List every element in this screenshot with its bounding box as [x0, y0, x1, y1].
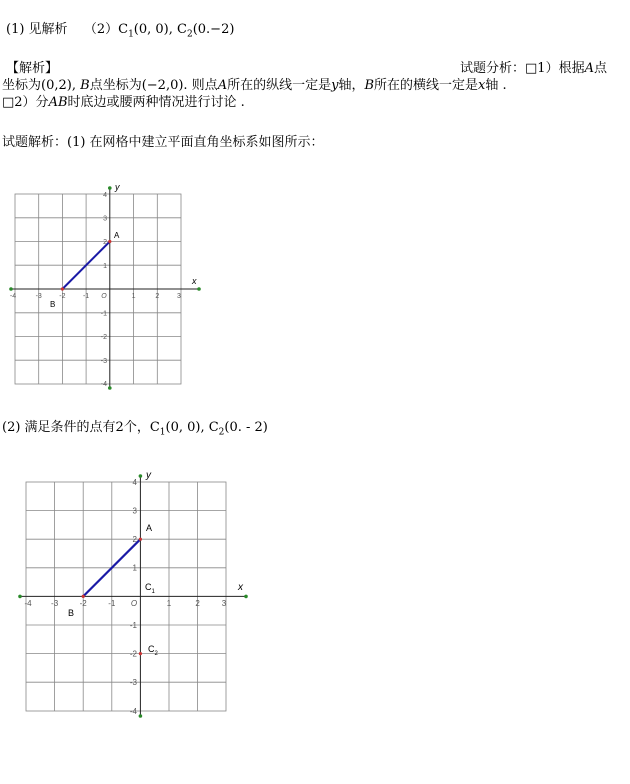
graph1-y-tick: 3	[103, 215, 107, 223]
part2-prefix: (2) 满足条件的点有2个，C	[2, 420, 160, 435]
graph1-x-tick: 1	[131, 293, 136, 300]
graph2-y-tick: 4	[132, 478, 137, 487]
graph1-y-ticks	[101, 192, 107, 388]
coordinate-graph-1	[0, 176, 215, 394]
part2-text	[2, 420, 268, 441]
graph1-label-a: A	[114, 231, 120, 240]
analysis-y-var: y	[331, 78, 339, 93]
graph2-x-tick: -3	[51, 599, 59, 608]
analysis-point1-label: □1）根据	[525, 61, 585, 76]
graph2-y-pos-end	[139, 474, 143, 478]
analysis-ab-var: AB	[48, 95, 68, 110]
analysis-line3-b: 时底边或腰两种情况进行讨论 .	[67, 95, 245, 110]
analysis-point1	[460, 61, 607, 77]
analysis-line2-b: 点坐标为	[89, 78, 142, 93]
graph2-x-pos-end	[244, 595, 248, 599]
answer-line	[6, 22, 234, 43]
graph2-label-c1: $C_1$	[145, 582, 155, 595]
graph2-y-ticks	[130, 478, 138, 716]
graph1-origin-label: O	[101, 293, 107, 300]
graph1-y-tick: 2	[103, 239, 107, 247]
graph2-y-tick: -2	[129, 649, 137, 659]
analysis-line2	[2, 78, 507, 94]
graph2-x-neg-end	[18, 595, 22, 599]
graph1-y-tick: -4	[100, 381, 107, 388]
analysis-a-var: A	[584, 61, 594, 76]
graph2-y-tick: 1	[132, 563, 137, 573]
analysis-line2-a: 坐标为	[2, 78, 42, 93]
graph2-x-tick: 3	[221, 599, 227, 608]
graph2-y-neg-end	[139, 714, 143, 718]
graph1-x-neg-end	[9, 287, 13, 291]
analysis-a-var-2: A	[217, 78, 228, 93]
analysis-header: 【解析】	[6, 61, 59, 76]
part2-c2-subscript: 2	[218, 427, 225, 438]
graph1-y-tick: 4	[103, 192, 107, 199]
part2-mid: (0, 0), C	[165, 420, 219, 435]
graph2-x-tick: -4	[24, 599, 32, 608]
graph1-y-tick: -2	[100, 334, 107, 342]
graph1-x-tick: 2	[155, 293, 160, 300]
part2-suffix: (0. - 2)	[224, 420, 268, 435]
graph1-x-tick: -1	[82, 293, 90, 300]
graph2-x-tick: 1	[166, 599, 172, 608]
coordinate-graph-2	[12, 462, 252, 720]
answer-c2-coord: (0.−2)	[192, 22, 235, 37]
graph1-point-b	[61, 287, 64, 290]
analysis-b-var-2: B	[364, 78, 375, 93]
graph1-x-ticks	[10, 293, 181, 300]
graph2-label-c2: $C_2$	[148, 644, 158, 657]
graph2-y-tick: 2	[132, 535, 137, 544]
analysis-comma: ,	[71, 78, 76, 93]
analysis-x-var: x	[478, 78, 486, 93]
graph1-point-a	[108, 240, 111, 243]
analysis-coord-a: (0,2)	[41, 78, 72, 93]
analysis-zhou: 轴，	[338, 78, 365, 93]
graph1-x-tick: -3	[35, 293, 42, 300]
graph2-label-a: A	[146, 523, 153, 533]
graph1-x-axis-label: x	[192, 276, 197, 286]
answer-c1-subscript: 1	[128, 29, 134, 40]
graph1-x-tick: -2	[59, 293, 66, 300]
graph1-y-tick: -1	[100, 310, 107, 318]
graph2-x-tick: 2	[195, 599, 200, 608]
analysis-line2-c: . 则点	[183, 78, 218, 93]
graph1-x-pos-end	[197, 287, 201, 291]
graph2-point-a	[139, 538, 142, 541]
analysis-line2-d: 所在的纵线一定是	[227, 78, 332, 93]
graph2-point-b	[82, 595, 85, 598]
analysis-line3	[2, 95, 245, 111]
graph1-y-tick: -3	[100, 358, 107, 365]
answer-c1-coord: (0, 0), C	[133, 22, 187, 37]
graph1-y-neg-end	[108, 386, 112, 390]
analysis-b-var: B	[80, 78, 90, 93]
graph2-y-tick: -3	[129, 678, 137, 687]
graph2-y-tick: -4	[129, 707, 137, 716]
part2-c1-subscript: 1	[159, 427, 166, 438]
solution-text: 试题解析：(1) 在网格中建立平面直角坐标系如图所示：	[2, 135, 324, 150]
graph2-y-tick: 3	[132, 506, 137, 516]
graph2-x-tick: -1	[108, 599, 116, 608]
graph1-y-pos-end	[108, 186, 112, 190]
graph1-y-tick: 1	[103, 263, 107, 270]
graph1-x-tick: -4	[9, 293, 17, 300]
graph2-y-tick: -1	[129, 621, 137, 630]
answer-part2-prefix: （2）C	[83, 22, 129, 37]
graph2-point-c2	[139, 652, 142, 655]
analysis-dian: 点	[593, 61, 607, 76]
graph2-origin-label: O	[130, 599, 138, 608]
answer-c2-subscript: 2	[186, 29, 193, 40]
analysis-line2-e: 所在的横线一定是	[374, 78, 479, 93]
analysis-coord-b: (−2,0)	[141, 78, 184, 93]
graph1-label-b: B	[50, 300, 56, 309]
analysis-line3-a: □2）分	[2, 95, 49, 110]
graph2-label-b: B	[68, 608, 75, 618]
graph2-x-ticks	[24, 599, 226, 608]
answer-part1: (1) 见解析	[6, 22, 68, 37]
graph1-x-tick: 3	[177, 293, 181, 300]
graph2-y-axis-label: y	[146, 470, 151, 481]
graph2-x-axis-label: x	[238, 582, 243, 593]
analysis-zhou-end: 轴 .	[485, 78, 507, 93]
graph1-y-axis-label: y	[115, 182, 120, 192]
graph2-x-tick: -2	[79, 599, 87, 608]
analysis-fenxi-label: 试题分析：	[460, 61, 526, 76]
